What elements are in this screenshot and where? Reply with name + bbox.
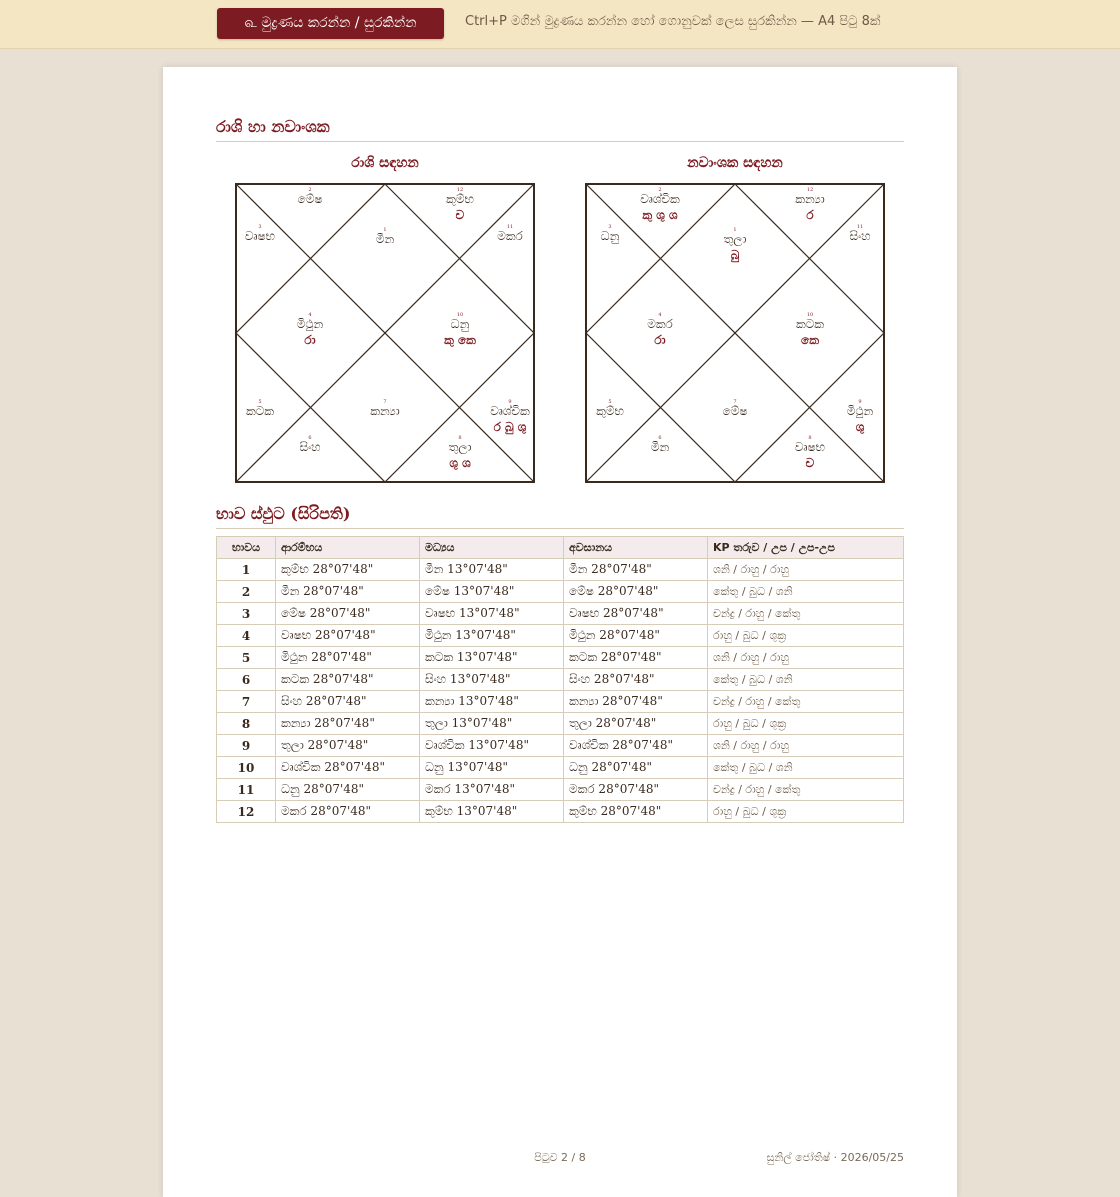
cell-end: කන්‍යා 28°07'48" xyxy=(564,691,708,713)
house-number: 12 xyxy=(806,187,814,193)
cell-end: වෘශ්චික 28°07'48" xyxy=(564,735,708,757)
cell-end: මේෂ 28°07'48" xyxy=(564,581,708,603)
table-row xyxy=(217,735,904,757)
house-sign: මීන xyxy=(650,440,670,454)
table-row xyxy=(217,559,904,581)
cell-start: වෘෂභ 28°07'48" xyxy=(276,625,420,647)
cell-start: මීන 28°07'48" xyxy=(276,581,420,603)
cell-kp: රාහු / බුධ / ශුක්‍ර xyxy=(708,625,904,647)
house-number: 10 xyxy=(456,312,464,318)
col-header-kp: KP තරුව / උප / උප-උප xyxy=(708,537,904,559)
cell-end: සිංහ 28°07'48" xyxy=(564,669,708,691)
house-number: 1 xyxy=(383,227,387,233)
cell-kp: චන්ද්‍ර / රාහු / කේතු xyxy=(708,603,904,625)
print-save-button[interactable]: ௳ මුද්‍රණය කරන්න / සුරකින්න xyxy=(217,8,444,39)
cell-end: තුලා 28°07'48" xyxy=(564,713,708,735)
house-sign: ධනු xyxy=(600,229,620,243)
navamsa-chart-title: නවාංශක සඳහන xyxy=(687,155,783,171)
cell-mid: කුම්භ 13°07'48" xyxy=(420,801,564,823)
house-planets: කු කෙ xyxy=(444,333,476,347)
col-header-mid: මධ්‍යය xyxy=(420,537,564,559)
table-row xyxy=(217,713,904,735)
cell-bhava-number: 10 xyxy=(217,757,276,779)
house-planets: ර බු ශු xyxy=(493,420,527,434)
rasi-chart xyxy=(235,183,535,483)
house-number: 8 xyxy=(458,435,462,441)
cell-mid: තුලා 13°07'48" xyxy=(420,713,564,735)
house-number: 7 xyxy=(383,399,387,405)
cell-mid: කටක 13°07'48" xyxy=(420,647,564,669)
house-number: 2 xyxy=(308,187,312,193)
cell-end: ධනු 28°07'48" xyxy=(564,757,708,779)
cell-mid: මේෂ 13°07'48" xyxy=(420,581,564,603)
house-number: 7 xyxy=(733,399,737,405)
house-planets: ර xyxy=(806,208,814,222)
table-row xyxy=(217,757,904,779)
cell-bhava-number: 7 xyxy=(217,691,276,713)
cell-kp: ශනි / රාහු / රාහු xyxy=(708,647,904,669)
cell-mid: ධනු 13°07'48" xyxy=(420,757,564,779)
print-hint: Ctrl+P මගින් මුද්‍රණය කරන්න හෝ ගොනුවක් ලෙස සුරකින්න — A4 පිටු 8ක් xyxy=(465,14,881,29)
rasi-chart-title: රාශි සඳහන xyxy=(351,155,419,171)
house-planets: ශු xyxy=(855,420,865,434)
house-planets: ශු ශ xyxy=(449,456,471,470)
cell-mid: මකර 13°07'48" xyxy=(420,779,564,801)
house-sign: කන්‍යා xyxy=(795,192,825,206)
house-number: 8 xyxy=(808,435,812,441)
house-sign: කුම්භ xyxy=(446,192,474,206)
cell-bhava-number: 8 xyxy=(217,713,276,735)
table-row xyxy=(217,625,904,647)
house-sign: මේෂ xyxy=(722,404,748,418)
house-number: 2 xyxy=(658,187,662,193)
table-row xyxy=(217,669,904,691)
house-planets: කු ශු ශ xyxy=(642,208,678,222)
cell-kp: ශනි / රාහු / රාහු xyxy=(708,559,904,581)
house-sign: මිථුන xyxy=(296,317,324,331)
cell-start: කන්‍යා 28°07'48" xyxy=(276,713,420,735)
cell-end: වෘෂභ 28°07'48" xyxy=(564,603,708,625)
house-sign: සිංහ xyxy=(299,440,321,454)
cell-end: කුම්භ 28°07'48" xyxy=(564,801,708,823)
house-sign: මකර xyxy=(647,317,673,331)
house-sign: තුලා xyxy=(448,440,472,454)
house-number: 11 xyxy=(506,224,514,230)
col-header-end: අවසානය xyxy=(564,537,708,559)
house-sign: කුම්භ xyxy=(596,404,624,418)
house-number: 9 xyxy=(508,399,512,405)
cell-bhava-number: 12 xyxy=(217,801,276,823)
house-sign: කන්‍යා xyxy=(370,404,400,418)
house-planets: බු xyxy=(730,248,740,262)
table-row xyxy=(217,801,904,823)
house-planets: කෙ xyxy=(801,333,819,347)
cell-bhava-number: 3 xyxy=(217,603,276,625)
table-row xyxy=(217,691,904,713)
house-number: 5 xyxy=(258,399,262,405)
cell-end: මීන 28°07'48" xyxy=(564,559,708,581)
house-sign: මේෂ xyxy=(297,192,323,206)
cell-start: කුම්භ 28°07'48" xyxy=(276,559,420,581)
cell-end: කටක 28°07'48" xyxy=(564,647,708,669)
col-header-start: ආරම්භය xyxy=(276,537,420,559)
cell-kp: කේතු / බුධ / ශනි xyxy=(708,757,904,779)
cell-end: මිථුන 28°07'48" xyxy=(564,625,708,647)
house-number: 5 xyxy=(608,399,612,405)
house-sign: තුලා xyxy=(723,232,747,246)
house-sign: කටක xyxy=(795,317,825,331)
house-sign: ධනු xyxy=(450,317,470,331)
house-sign: වෘශ්චික xyxy=(640,192,680,206)
table-row xyxy=(217,581,904,603)
house-number: 6 xyxy=(658,435,662,441)
cell-bhava-number: 5 xyxy=(217,647,276,669)
house-number: 11 xyxy=(856,224,864,230)
house-number: 3 xyxy=(608,224,612,230)
house-planets: රා xyxy=(654,333,666,347)
document-page xyxy=(163,67,957,1197)
cell-start: කටක 28°07'48" xyxy=(276,669,420,691)
house-sign: මකර xyxy=(497,229,523,243)
cell-kp: චන්ද්‍ර / රාහු / කේතු xyxy=(708,779,904,801)
house-planets: ච xyxy=(455,208,465,222)
cell-start: සිංහ 28°07'48" xyxy=(276,691,420,713)
cell-kp: චන්ද්‍ර / රාහු / කේතු xyxy=(708,691,904,713)
cell-start: වෘශ්චික 28°07'48" xyxy=(276,757,420,779)
cell-mid: වෘෂභ 13°07'48" xyxy=(420,603,564,625)
table-row xyxy=(217,647,904,669)
house-sign: වෘශ්චික xyxy=(490,404,530,418)
house-sign: කටක xyxy=(245,404,275,418)
cell-start: තුලා 28°07'48" xyxy=(276,735,420,757)
cell-mid: මීන 13°07'48" xyxy=(420,559,564,581)
house-number: 6 xyxy=(308,435,312,441)
house-number: 12 xyxy=(456,187,464,193)
navamsa-chart xyxy=(585,183,885,483)
table-row xyxy=(217,779,904,801)
cell-start: මකර 28°07'48" xyxy=(276,801,420,823)
house-planets: ච xyxy=(805,456,815,470)
house-sign: මිථුන xyxy=(846,404,874,418)
table-header-row xyxy=(217,537,904,559)
col-header-bhava: භාවය xyxy=(217,537,276,559)
page-number: පිටුව 2 / 8 xyxy=(534,1151,586,1164)
house-number: 4 xyxy=(658,312,662,318)
cell-start: මිථුන 28°07'48" xyxy=(276,647,420,669)
footer-author-date: සුනිල් ජෝතිෂ් · 2026/05/25 xyxy=(766,1151,904,1164)
cell-kp: කේතු / බුධ / ශනි xyxy=(708,581,904,603)
cell-start: මේෂ 28°07'48" xyxy=(276,603,420,625)
house-sign: මීන xyxy=(375,232,395,246)
bhava-table xyxy=(216,536,904,823)
house-sign: වෘෂභ xyxy=(794,440,826,454)
house-number: 4 xyxy=(308,312,312,318)
table-row xyxy=(217,603,904,625)
cell-end: මකර 28°07'48" xyxy=(564,779,708,801)
section-title-charts: රාශි හා නවාංශක xyxy=(216,117,904,142)
cell-bhava-number: 9 xyxy=(217,735,276,757)
house-number: 10 xyxy=(806,312,814,318)
cell-mid: කන්‍යා 13°07'48" xyxy=(420,691,564,713)
section-title-bhava: භාව ස්ඵුට (සිරිපති) xyxy=(216,504,904,529)
cell-bhava-number: 6 xyxy=(217,669,276,691)
cell-bhava-number: 11 xyxy=(217,779,276,801)
cell-mid: මිථුන 13°07'48" xyxy=(420,625,564,647)
cell-bhava-number: 2 xyxy=(217,581,276,603)
house-sign: වෘෂභ xyxy=(244,229,276,243)
house-sign: සිංහ xyxy=(849,229,871,243)
cell-mid: වෘශ්චික 13°07'48" xyxy=(420,735,564,757)
cell-mid: සිංහ 13°07'48" xyxy=(420,669,564,691)
cell-kp: ශනි / රාහු / රාහු xyxy=(708,735,904,757)
cell-bhava-number: 4 xyxy=(217,625,276,647)
cell-start: ධනු 28°07'48" xyxy=(276,779,420,801)
cell-kp: කේතු / බුධ / ශනි xyxy=(708,669,904,691)
cell-kp: රාහු / බුධ / ශුක්‍ර xyxy=(708,801,904,823)
house-planets: රා xyxy=(304,333,316,347)
house-number: 9 xyxy=(858,399,862,405)
cell-kp: රාහු / බුධ / ශුක්‍ර xyxy=(708,713,904,735)
toolbar xyxy=(0,0,1120,49)
house-number: 3 xyxy=(258,224,262,230)
cell-bhava-number: 1 xyxy=(217,559,276,581)
house-number: 1 xyxy=(733,227,737,233)
